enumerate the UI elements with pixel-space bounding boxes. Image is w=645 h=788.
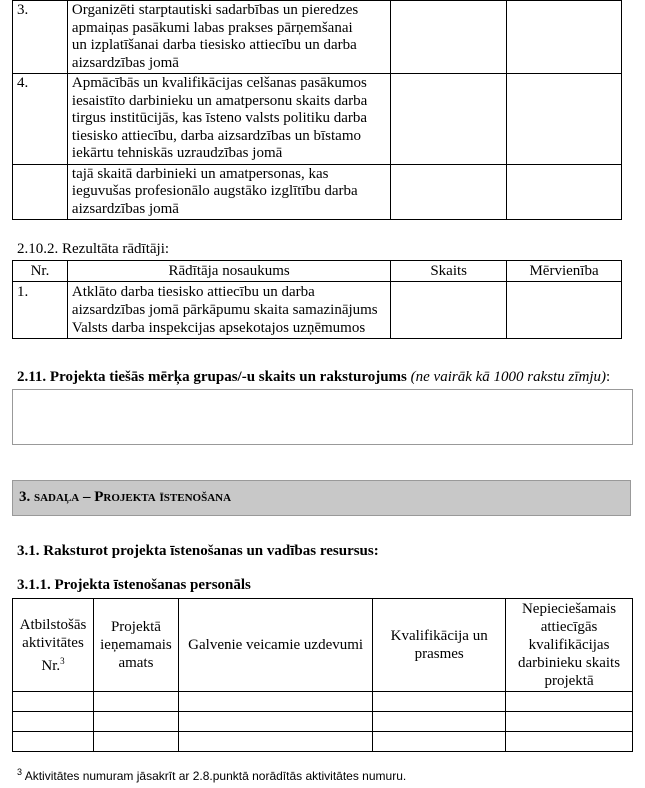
table-row bbox=[13, 164, 622, 220]
table-cell[interactable] bbox=[93, 712, 178, 732]
header-qualification: Kvalifikācija un prasmes bbox=[373, 599, 506, 692]
target-group-text-area[interactable] bbox=[12, 389, 633, 445]
table-cell[interactable] bbox=[391, 164, 507, 220]
results-table bbox=[12, 260, 622, 339]
row-number: 4. bbox=[13, 74, 68, 165]
table-cell[interactable] bbox=[178, 732, 372, 752]
table-cell[interactable] bbox=[93, 692, 178, 712]
table-cell[interactable] bbox=[13, 692, 94, 712]
row-number: 3. bbox=[13, 1, 68, 74]
resources-heading: 3.1. Raksturot projekta īstenošanas un vadības resursus: bbox=[17, 543, 379, 559]
indicator-text: Apmācībās un kvalifikācijas celšanas pasākumos iesaistīto darbinieku un amatpersonu skaits darba tirgus institūcijās, kas īsteno valsts politiku darba tiesisko attiecību, darba aizsardzības un bīstamo iekārtu tehniskās uzraudzības jomā bbox=[67, 74, 391, 165]
table-cell[interactable] bbox=[93, 732, 178, 752]
table-cell[interactable] bbox=[506, 712, 633, 732]
table-cell[interactable] bbox=[507, 74, 622, 165]
row-number bbox=[13, 164, 68, 220]
table-row bbox=[13, 732, 633, 752]
header-staff-count: Nepieciešamais attiecīgās kvalifikācijas darbinieku skaits projektā bbox=[506, 599, 633, 692]
header-count: Skaits bbox=[391, 261, 507, 282]
table-cell[interactable] bbox=[13, 712, 94, 732]
table-row bbox=[13, 712, 633, 732]
personnel-heading: 3.1.1. Projekta īstenošanas personāls bbox=[17, 577, 251, 593]
indicator-text: tajā skaitā darbinieki un amatpersonas, kas ieguvušas profesionālo augstāko izglītību darba aizsardzības jomā bbox=[67, 164, 391, 220]
table-cell[interactable] bbox=[506, 732, 633, 752]
table-cell[interactable] bbox=[13, 732, 94, 752]
header-activity-nr: Atbilstošās aktivitātes Nr.$^3$ bbox=[13, 599, 94, 692]
table-cell[interactable] bbox=[178, 712, 372, 732]
section-3-banner: 3. sadaļa – Projekta īstenošana bbox=[12, 480, 631, 516]
table-cell[interactable] bbox=[391, 1, 507, 74]
table-cell[interactable] bbox=[178, 692, 372, 712]
header-position: Projektā ieņemamais amats bbox=[93, 599, 178, 692]
table-row bbox=[13, 1, 622, 74]
header-name: Rādītāja nosaukums bbox=[67, 261, 390, 282]
personnel-table bbox=[12, 598, 633, 752]
indicator-text: Atklāto darba tiesisko attiecību un darba aizsardzības jomā pārkāpumu skaita samazinājums Valsts darba inspekcijas apsekotajos uzņēmumos bbox=[67, 282, 390, 339]
row-number: 1. bbox=[13, 282, 68, 339]
table-cell[interactable] bbox=[507, 1, 622, 74]
header-tasks: Galvenie veicamie uzdevumi bbox=[178, 599, 372, 692]
table-row bbox=[13, 282, 622, 339]
indicator-text: Organizēti starptautiski sadarbības un pieredzes apmaiņas pasākumi labas prakses pārņemšanai un izplatīšanai darba tiesisko attiecību un darba aizsardzības jomā bbox=[67, 1, 391, 74]
footnote: $^3$ Aktivitātes numuram jāsakrīt ar 2.8.punktā norādītās aktivitātes numuru. bbox=[17, 767, 407, 783]
table-header-row bbox=[13, 599, 633, 692]
table-header-row bbox=[13, 261, 622, 282]
results-heading: 2.10.2. Rezultāta rādītāji: bbox=[17, 241, 170, 257]
header-unit: Mērvienība bbox=[507, 261, 622, 282]
table-row bbox=[13, 74, 622, 165]
table-cell[interactable] bbox=[507, 164, 622, 220]
header-nr: Nr. bbox=[13, 261, 68, 282]
activity-indicators-table bbox=[12, 0, 622, 220]
target-group-heading: 2.11. Projekta tiešās mērķa grupas/-u skaits un raksturojums (ne vairāk kā 1000 rakstu zīmju): bbox=[17, 369, 611, 385]
table-cell[interactable] bbox=[373, 712, 506, 732]
table-cell[interactable] bbox=[506, 692, 633, 712]
table-cell[interactable] bbox=[391, 282, 507, 339]
table-cell[interactable] bbox=[373, 692, 506, 712]
table-row bbox=[13, 692, 633, 712]
table-cell[interactable] bbox=[373, 732, 506, 752]
table-cell[interactable] bbox=[391, 74, 507, 165]
table-cell[interactable] bbox=[507, 282, 622, 339]
